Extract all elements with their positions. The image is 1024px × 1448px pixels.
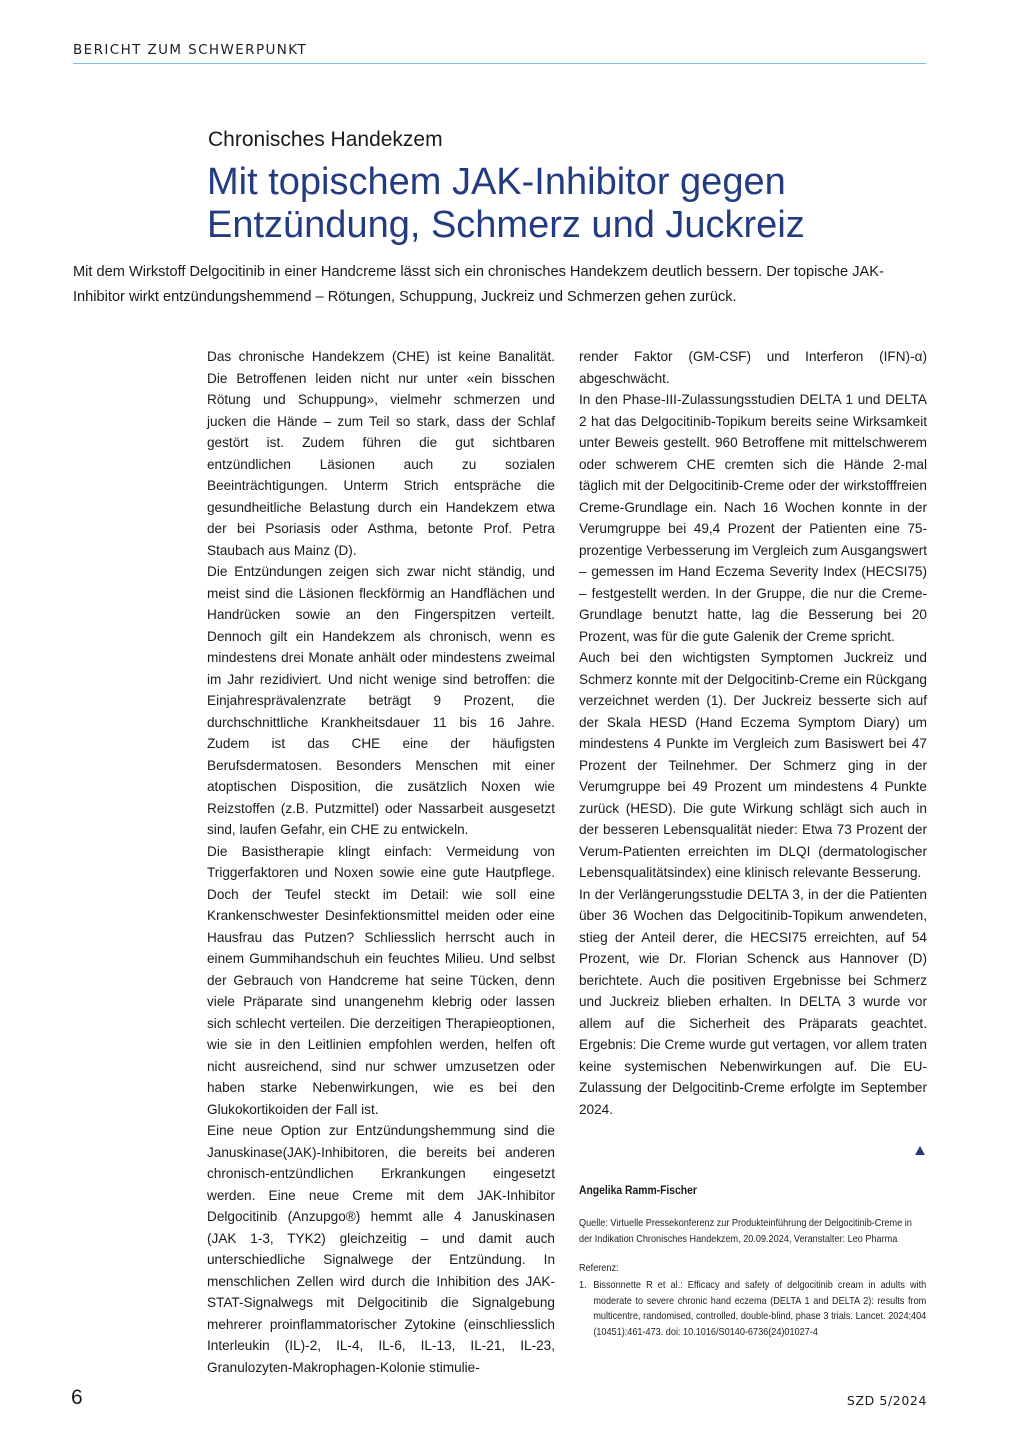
body-paragraph: In den Phase-III-Zulassungsstudien DELTA 1 und DELTA 2 hat das Delgocitinib-Topikum bereits seine Wirksamkeit unter Beweis gestellt. 960 Betroffene mit mittelschwerem oder schwerem CHE cremten sich die Hände 2-mal täglich mit der Delgocitinib-Creme oder der wirkstofffreien Creme-Grundlage ein. Nach 16 Wochen konnte in der Verumgruppe bei 49,4 Prozent der Patienten eine 75-prozentige Verbesserung im Vergleich zum Ausgangswert – gemessen im Hand Eczema Severity Index (HECSI75) – festgestellt werden. In der Gruppe, die nur die Creme-Grundlage benutzt hatte, lag die Besserung bei 20 Prozent, was für die gute Galenik der Creme spricht. xyxy=(579,392,927,644)
article-kicker: Chronisches Handekzem xyxy=(208,128,443,151)
reference-text: Bissonnette R et al.: Efficacy and safety of delgocitinib cream in adults with moderate to severe chronic hand eczema (DELTA 1 and DELTA 2): results from multicentre, randomised, controlled, double-blind, phase 3 trials. Lancet. 2024;404 (10451):461-473. doi: 10.1016/S0140-6736(24)01027-4 xyxy=(593,1280,927,1338)
right-column xyxy=(579,346,927,1120)
source-note: Quelle: Virtuelle Pressekonferenz zur Produkteinführung der Delgocitinib-Creme in der Indikation Chronisches Handekzem, 20.09.2024, Veranstalter: Leo Pharma xyxy=(579,1218,912,1245)
author-name: Angelika Ramm-Fischer xyxy=(579,1185,697,1197)
body-paragraph: Die Entzündungen zeigen sich zwar nicht ständig, und meist sind die Läsionen fleckförmig an Handflächen und Handrücken sowie an den Fingerspitzen verteilt. Dennoch gilt ein Handekzem als chronisch, wenn es mindestens drei Monate anhält oder mindestens zweimal im Jahr rezidiviert. Und nicht wenige sind betroffen: die Einjahresprävalenzrate beträgt 9 Prozent, die durchschnittliche Krankheitsdauer 11 bis 16 Jahre. Zudem ist das CHE eine der häufigsten Berufsdermatosen. Besonders Menschen mit einer atoptischen Disposition, die zusätzlich Noxen wie Reizstoffen (z.B. Putzmittel) oder Nassarbeit ausgesetzt sind, laufen Gefahr, ein CHE zu entwickeln. xyxy=(207,564,555,837)
body-paragraph: Das chronische Handekzem (CHE) ist keine Banalität. Die Betroffenen leiden nicht nur unter «ein bisschen Rötung und Schuppung», vielmehr schmerzen und jucken die Hände – zum Teil so stark, dass der Schlaf gestört ist. Zudem führen die gut sichtbaren entzündlichen Läsionen auch zu sozialen Beeinträchtigungen. Unterm Strich entspräche die gesundheitliche Belastung durch ein Handekzem etwa der bei Psoriasis oder Asthma, betonte Prof. Petra Staubach aus Mainz (D). xyxy=(207,349,555,558)
article-lead: Mit dem Wirkstoff Delgocitinib in einer Handcreme lässt sich ein chronisches Handekzem deutlich bessern. Der topische JAK-Inhibitor wirkt entzündungshemmend – Rötungen, Schuppung, Juckreiz und Schmerzen gehen zurück. xyxy=(73,264,884,305)
body-paragraph: In der Verlängerungsstudie DELTA 3, in der die Patienten über 36 Wochen das Delgocitinib-Topikum anwendeten, stieg der Anteil derer, die HECSI75 erreichten, auf 54 Prozent, wie Dr. Florian Schenck aus Hannover (D) berichtete. Auch die positiven Ergebnisse bei Schmerz und Juckreiz blieben erhalten. In DELTA 3 wurde vor allem auf die Sicherheit des Präparats geachtet. Ergebnis: Die Creme wurde gut vertagen, vor allem traten keine systemischen Nebenwirkungen auf. Die EU-Zulassung der Delgocitinb-Creme erfolgte im September 2024. xyxy=(579,886,927,1117)
reference-number: 1. xyxy=(579,1280,587,1291)
body-paragraph: Eine neue Option zur Entzündungshemmung sind die Januskinase(JAK)-Inhibitoren, die bereits bei anderen chronisch-entzündlichen Erkrankungen eingesetzt werden. Eine neue Creme mit dem JAK-Inhibitor Delgocitinib (Anzupgo®) hemmt alle 4 Januskinasen (JAK 1-3, TYK2) gleichzeitig – und damit auch unterschiedliche Signalwege der Entzündung. In menschlichen Zellen wird durch die Inhibition des JAK-STAT-Signalwegs mit Delgocitinib die Signalgebung mehrerer proinflammatorischer Zytokine (einschliesslich Interleukin (IL)-2, IL-4, IL-6, IL-13, IL-21, IL-23, Granulozyten-Makrophagen-Kolonie stimulie- xyxy=(207,1123,555,1375)
header-rule xyxy=(73,63,926,64)
reference-item xyxy=(579,1278,926,1340)
body-paragraph: render Faktor (GM-CSF) und Interferon (IFN)-α) abgeschwächt. xyxy=(579,349,927,386)
section-label: BERICHT ZUM SCHWERPUNKT xyxy=(73,42,308,58)
end-of-article-triangle-icon xyxy=(915,1146,925,1155)
article-title: Mit topischem JAK-Inhibitor gegen Entzündung, Schmerz und Juckreiz xyxy=(207,161,805,246)
reference-label: Referenz: xyxy=(579,1263,619,1274)
page-number: 6 xyxy=(71,1386,83,1409)
body-paragraph: Die Basistherapie klingt einfach: Vermeidung von Triggerfaktoren und Noxen sowie eine gute Hautpflege. Doch der Teufel steckt im Detail: wie soll eine Krankenschwester Desinfektionsmittel meiden oder eine Hausfrau das Putzen? Schliesslich herrscht auch in einem Gummihandschuh ein feuchtes Milieu. Und selbst der Gebrauch von Handcreme hat seine Tücken, denn viele Präparate sind unangenehm klebrig oder lassen sich schlecht verteilen. Die derzeitigen Therapieoptionen, wie sie in den Leitlinien empfohlen werden, helfen oft nicht ausreichend, sind nur schwer umzusetzen oder haben starke Nebenwirkungen, wie es bei den Glukokortikoiden der Fall ist. xyxy=(207,843,555,1117)
body-paragraph: Auch bei den wichtigsten Symptomen Juckreiz und Schmerz konnte mit der Delgocitinb-Creme ein Rückgang verzeichnet werden (1). Der Juckreiz besserte sich auf der Skala HESD (Hand Eczema Symptom Diary) um mindestens 4 Punkte im Vergleich zum Basiswert bei 47 Prozent der Teilnehmer. Der Schmerz ging in der Verumgruppe bei 49 Prozent um mindestens 4 Punkte zurück (HESD). Die gute Wirkung schlägt sich auch in der besseren Lebensqualität nieder: Etwa 73 Prozent der Verum-Patienten erreichten im DLQI (dermatologischer Lebensqualitätsindex) eine klinisch relevante Besserung. xyxy=(579,650,927,880)
left-column xyxy=(207,346,555,1378)
journal-issue: SZD 5/2024 xyxy=(846,1393,927,1408)
